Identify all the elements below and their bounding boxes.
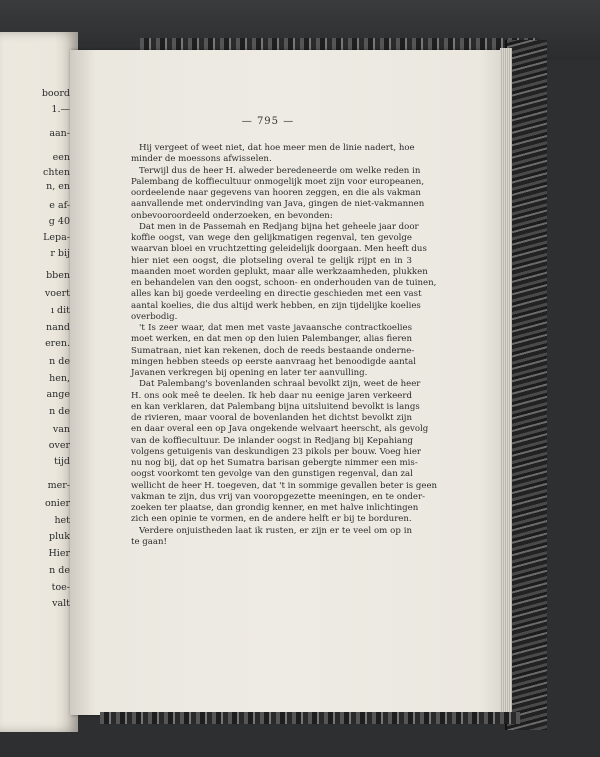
- text-line: Dat Palembang's bovenlanden schraal bevolkt zijn, weet de heer: [139, 379, 421, 390]
- text-line: en behandelen van den oogst, schoon- en onderhouden van de tuinen,: [131, 278, 437, 288]
- facing-page-fragment: Hier: [48, 548, 70, 559]
- text-line: hier niet een oogst, die plotseling overal te gelijk rijpt en in 3: [131, 255, 412, 266]
- left-page: [0, 32, 78, 732]
- facing-page-fragment: over: [48, 440, 70, 451]
- page-edges: [500, 48, 512, 716]
- text-line: minder de moessons afwisselen.: [131, 154, 272, 165]
- facing-page-fragment: voert: [44, 288, 70, 299]
- facing-page-fragment: tijd: [54, 456, 70, 467]
- facing-page-fragment: n, en: [46, 181, 70, 192]
- text-line: te gaan!: [131, 536, 168, 547]
- facing-page-fragment: nand: [46, 322, 70, 333]
- text-line: H. ons ook meê te deelen. Ik heb daar nu eenige jaren verkeerd: [131, 390, 412, 401]
- text-line: van de koffiecultuur. De inlander oogst in Redjang bij Kepahiang: [131, 435, 414, 446]
- facing-page-fragment: r bij: [50, 248, 70, 259]
- text-line: koffie oogst, van wege den gelijkmatigen regenval, ten gevolge: [131, 233, 412, 243]
- facing-page-fragment: een: [52, 152, 70, 163]
- text-line: aantal koelies, die dus altijd werk hebben, en zijn tijdelijke koelies: [131, 300, 421, 311]
- facing-page-fragment: valt: [52, 598, 70, 609]
- text-line: de rivieren, maar vooral de bovenlanden het dichtst bevolkt zijn: [131, 413, 412, 423]
- facing-page-fragment: e af-: [49, 200, 70, 211]
- facing-page-fragment: boord: [41, 88, 70, 99]
- text-line: vakman te zijn, dus vrij van vooropgezette meeningen, en te onder-: [131, 491, 426, 502]
- text-line: Verdere onjuistheden laat ik rusten, er zijn er te veel om op in: [139, 525, 412, 536]
- facing-page-fragment: toe-: [51, 582, 70, 593]
- text-line: alles kan bij goede verdeeling en directie geschieden met een vast: [131, 289, 422, 300]
- facing-page-fragment: pluk: [49, 531, 70, 542]
- facing-page-fragment: n de: [49, 356, 70, 367]
- binding-edge-bottom: [100, 712, 520, 724]
- body-text: [131, 143, 438, 548]
- page-number: — 795 —: [241, 116, 295, 127]
- text-line: wellicht de heer H. toegeven, dat 't in sommige gevallen beter is geen: [131, 480, 438, 491]
- facing-page-fragment: n de: [49, 406, 70, 417]
- facing-page-fragment: bben: [46, 270, 70, 281]
- facing-page-fragment: 1.—: [51, 104, 70, 115]
- facing-page-fragment: chten: [43, 167, 70, 178]
- text-line: Sumatraan, niet kan rekenen, doch de reeds bestaande onderne-: [131, 345, 415, 356]
- facing-page-fragment: ange: [46, 389, 70, 400]
- text-line: en kan verklaren, dat Palembang bijna uitsluitend bevolkt is langs: [131, 401, 420, 412]
- text-line: moet werken, en dat men op den luien Palembanger, alias fieren: [131, 334, 413, 345]
- facing-page-fragment: eren.: [45, 338, 70, 349]
- text-line: oordeelende naar gegevens van hooren zeggen, en die als vakman: [131, 188, 421, 198]
- text-line: oogst voorkomt ten gevolge van den gunstigen regenval, dan zal: [131, 469, 413, 480]
- text-line: Terwijl dus de heer H. alweder beredeneerde om welke reden in: [139, 165, 421, 176]
- facing-page-fragment: n de: [49, 565, 70, 576]
- facing-page-fragment: aan-: [49, 128, 70, 139]
- facing-page-fragment: hen,: [49, 373, 70, 384]
- text-line: overbodig.: [131, 311, 178, 322]
- text-line: en daar overal een op Java ongekende welvaart heerscht, als gevolg: [131, 424, 429, 435]
- text-line: maanden moet worden geplukt, maar alle werkzaamheden, plukken: [131, 266, 428, 277]
- text-line: Dat men in de Passemah en Redjang bijna het geheele jaar door: [139, 221, 419, 232]
- text-line: volgens getuigenis van deskundigen 23 pikols per bouw. Voeg hier: [131, 446, 422, 457]
- text-line: mingen hebben steeds op eerste aanvraag het benoodigde aantal: [131, 356, 416, 367]
- text-line: aanvallende met ondervinding van Java, gingen de niet-vakmannen: [131, 199, 425, 210]
- facing-page-fragment: ı dit: [51, 305, 70, 316]
- text-line: 't Is zeer waar, dat men met vaste javaansche contractkoelies: [139, 323, 412, 333]
- text-line: nu nog bij, dat op het Sumatra barisan gebergte nimmer een mis-: [131, 458, 418, 468]
- text-line: zoeken ter plaatse, dan grondig kenner, en met halve inlichtingen: [131, 503, 419, 513]
- text-line: waarvan bloei en vruchtzetting geleidelijk doorgaan. Men heeft dus: [131, 244, 427, 255]
- text-line: Hij vergeet of weet niet, dat hoe meer men de linie nadert, hoe: [139, 143, 415, 153]
- text-line: Palembang de koffiecultuur onmogelijk moet zijn voor europeanen,: [131, 176, 425, 187]
- facing-page-fragment: van: [52, 424, 70, 435]
- text-line: zich een opinie te vormen, en de andere helft er bij te borduren.: [131, 514, 412, 525]
- text-line: onbevooroordeeld onderzoeken, en bevonden:: [131, 210, 333, 221]
- facing-page-fragment: onier: [44, 498, 70, 509]
- facing-page-fragment: mer-: [47, 480, 70, 491]
- facing-page-fragment: Lepa-: [43, 232, 70, 243]
- facing-page-fragment: het: [54, 515, 70, 526]
- text-line: Javanen verkregen bij opening en later ter aanvulling.: [131, 368, 368, 378]
- facing-page-fragment: g 40: [48, 216, 70, 227]
